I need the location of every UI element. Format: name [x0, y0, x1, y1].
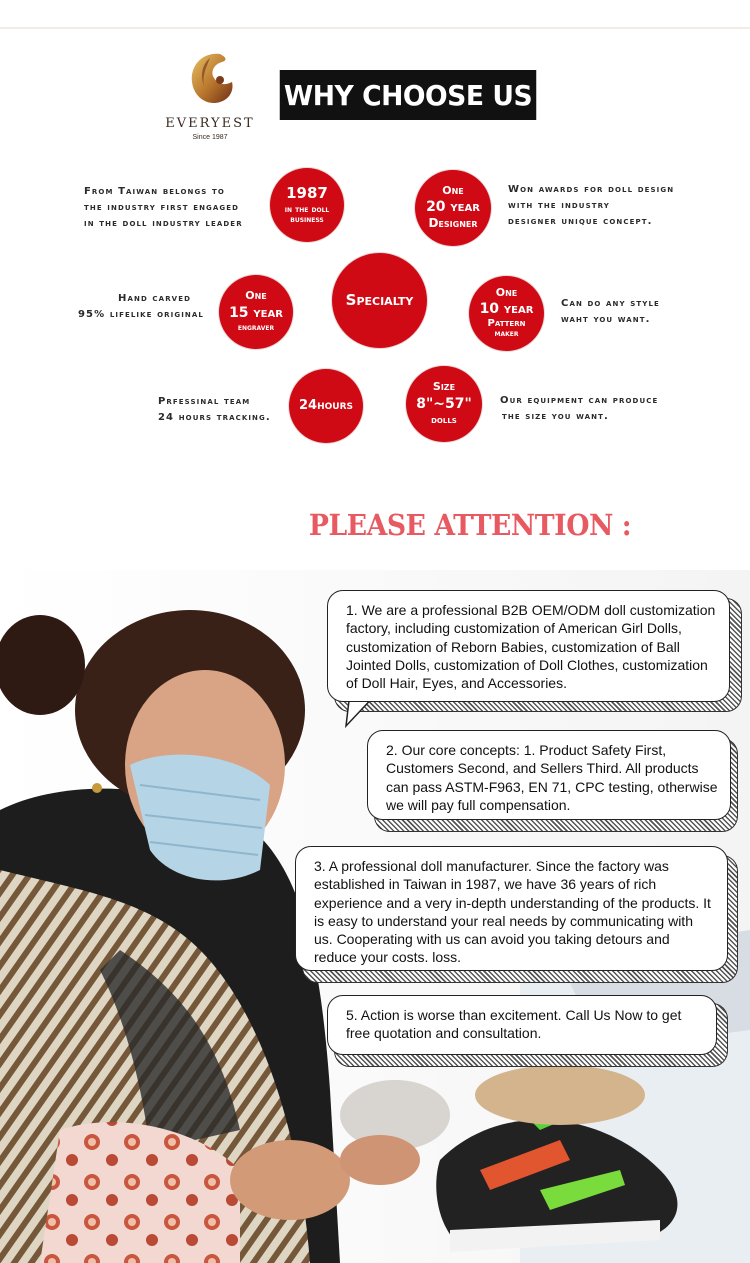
- badge-1987: 1987 in the doll business: [270, 168, 344, 242]
- brand-since: Since 1987: [192, 134, 228, 141]
- badge-specialty: Specialty: [332, 253, 427, 348]
- feature-text-1987: From Taiwan belongs to the industry first engaged in the doll industry leader: [84, 186, 243, 229]
- page-title: WHY CHOOSE US: [280, 70, 537, 120]
- attention-title: PLEASE ATTENTION :: [308, 508, 632, 542]
- speech-bubble-4: 5. Action is worse than excitement. Call Us Now to get free quotation and consultation.: [327, 995, 717, 1055]
- top-divider: [0, 27, 750, 29]
- feature-text-24hours: Prfessinal team 24 hours tracking.: [158, 396, 271, 423]
- badge-20-year-designer: One 20 year Designer: [415, 170, 491, 246]
- feature-text-size: Our equipment can produce the size you want.: [500, 395, 659, 422]
- logo-mark-icon: [180, 48, 240, 110]
- badge-10-year-pattern-maker: One 10 year Pattern maker: [469, 276, 544, 351]
- feature-text-pattern: Can do any style waht you want.: [561, 298, 660, 325]
- feature-text-designer: Won awards for doll design with the industry designer unique concept.: [508, 184, 675, 227]
- speech-bubble-1: 1. We are a professional B2B OEM/ODM doll customization factory, including customization of American Girl Dolls, customization of Reborn Babies, customization of Ball Jointed Dolls, customization of Doll Clothes, customization of Doll Hair, Eyes, and Accessories.: [327, 590, 730, 702]
- speech-bubble-2: 2. Our core concepts: 1. Product Safety First, Customers Second, and Sellers Third. All products can pass ASTM-F963, EN 71, CPC testing, otherwise we will pay full compensation.: [367, 730, 731, 820]
- feature-text-engraver: Hand carved 95% lifelike original: [78, 293, 204, 320]
- speech-bubble-3: 3. A professional doll manufacturer. Since the factory was established in Taiwan in 1987, we have 36 years of rich experience and a very in-depth understanding of the products. It is easy to understand your real needs by communicating with us. Cooperating with us can avoid you taking detours and reduce your costs. loss.: [295, 846, 728, 971]
- brand-logo: [160, 48, 260, 148]
- badge-size: Size 8"~57" dolls: [406, 366, 482, 442]
- brand-name: EVERYEST: [165, 116, 255, 131]
- badge-15-year-engraver: One 15 year engraver: [219, 275, 293, 349]
- badge-24-hours: 24hours: [289, 369, 363, 443]
